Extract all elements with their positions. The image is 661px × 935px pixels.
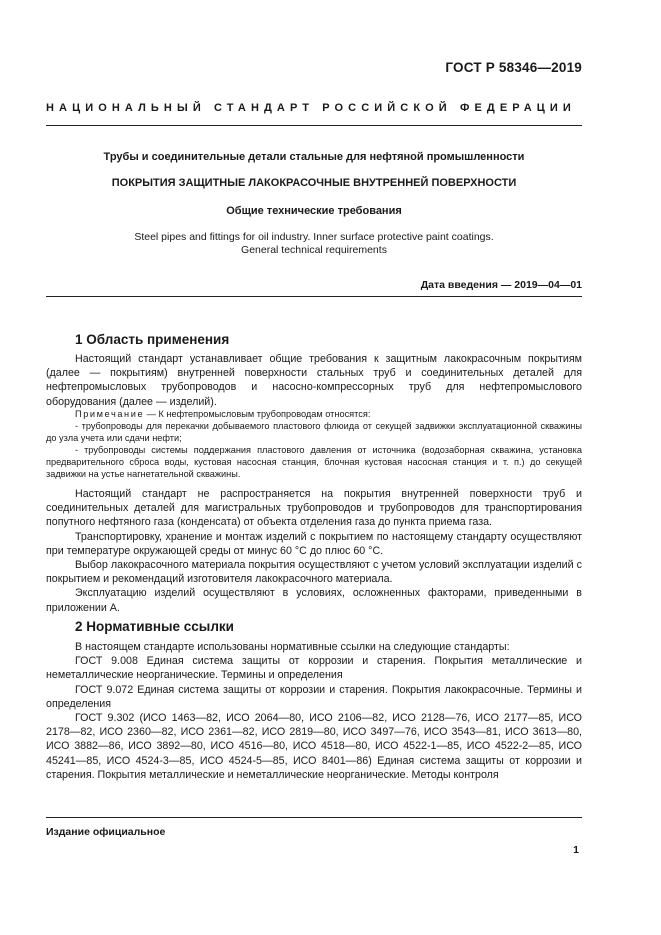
english-title-line-2: General technical requirements [241,244,387,256]
section-2-heading: 2 Нормативные ссылки [75,619,234,634]
note-intro-text: — К нефтепромысловым трубопроводам относятся: [144,409,371,419]
national-standard-banner: НАЦИОНАЛЬНЫЙ СТАНДАРТ РОССИЙСКОЙ ФЕДЕРАЦИИ [46,102,576,114]
note-label: Примечание [75,409,145,419]
title-line-3: Общие технические требования [226,205,402,217]
edition-label: Издание официальное [46,826,166,838]
standard-code: ГОСТ Р 58346—2019 [445,60,582,75]
date-divider [46,296,582,297]
paragraph-text: Выбор лакокрасочного материала покрытия осуществляют с учетом условий эксплуатации изделий с покрытием и рекомендаций изготовителя лакокрасочного материала. [46,559,582,586]
page-number: 1 [573,844,579,856]
header-divider [46,125,582,126]
paragraph-text: Настоящий стандарт не распространяется на покрытия внутренней поверхности труб и соединительных деталей для магистральных трубопроводов и трубопроводов для транспортирования попутного нефтяного газа (конденсата) от объекта отделения газа до пункта приема газа. [46,488,582,529]
title-line-2: ПОКРЫТИЯ ЗАЩИТНЫЕ ЛАКОКРАСОЧНЫЕ ВНУТРЕННЕЙ ПОВЕРХНОСТИ [111,177,517,189]
effective-date: Дата введения — 2019—04—01 [420,279,582,291]
title-line-1: Трубы и соединительные детали стальные для нефтяной промышленности [103,151,525,163]
section-1-heading: 1 Область применения [75,332,230,347]
paragraph-text: ГОСТ 9.302 (ИСО 1463—82, ИСО 2064—80, ИСО 2106—82, ИСО 2128—76, ИСО 2177—85, ИСО 2178—82, ИСО 2360—82, ИСО 2361—82, ИСО 2819—80, ИСО 3497—76, ИСО 3543—81, ИСО 3613—80, ИСО 3882—86, ИСО 3892—80, ИСО 4516—80, ИСО 4518—80, ИСО 4522-1—85, ИСО 4522-2—85, ИСО 45241—85, ИСО 4524-3—85, ИСО 4524-5—85, ИСО 8401—86) Единая система защиты от коррозии и старения. Покрытия металлические и неметаллические неорганические. Методы контроля [46,712,582,781]
paragraph-text: В настоящем стандарте использованы нормативные ссылки на следующие стандарты: [75,641,510,653]
paragraph-text: ГОСТ 9.008 Единая система защиты от коррозии и старения. Покрытия металлические и неметаллические неорганические. Термины и определения [46,655,582,682]
paragraph-text: Транспортировку, хранение и монтаж изделий с покрытием по настоящему стандарту осуществляют при температуре окружающей среды от минус 60 °С до плюс 60 °С. [46,530,582,557]
note-intro [46,408,582,420]
note-item-2: - трубопроводы системы поддержания пластового давления от источника (водозаборная скважина, установка предварительного сброса воды, кустовая насосная станция, блочная кустовая насосная станция и т. п.) до секущей задвижки на устье нагнетательной скважины. [46,445,582,479]
section-1-paragraphs [46,487,582,615]
english-title [46,231,582,257]
section-1-note [46,408,582,480]
paragraph-text: ГОСТ 9.072 Единая система защиты от коррозии и старения. Покрытия лакокрасочные. Термины и определения [46,683,582,710]
paragraph-text: Настоящий стандарт устанавливает общие требования к защитным лакокрасочным покрытиям (далее — покрытиям) внутренней поверхности стальных труб и соединительных деталей для нефтепромысловых трубопроводов и насосно-компрессорных труб для нефтепромыслового оборудования (далее — изделий). [46,353,582,408]
english-title-line-1: Steel pipes and fittings for oil industry. Inner surface protective paint coatings. [134,231,494,243]
section-2-paragraphs [46,640,582,782]
footer-divider [46,817,582,818]
note-item-1: - трубопроводы для перекачки добываемого пластового флюида от секущей задвижки эксплуатационной скважины до узла учета или сдачи нефти; [46,421,582,443]
paragraph-text: Эксплуатацию изделий осуществляют в условиях, осложненных факторами, приведенными в приложении А. [46,587,582,614]
section-1-paragraph-1 [46,352,582,409]
